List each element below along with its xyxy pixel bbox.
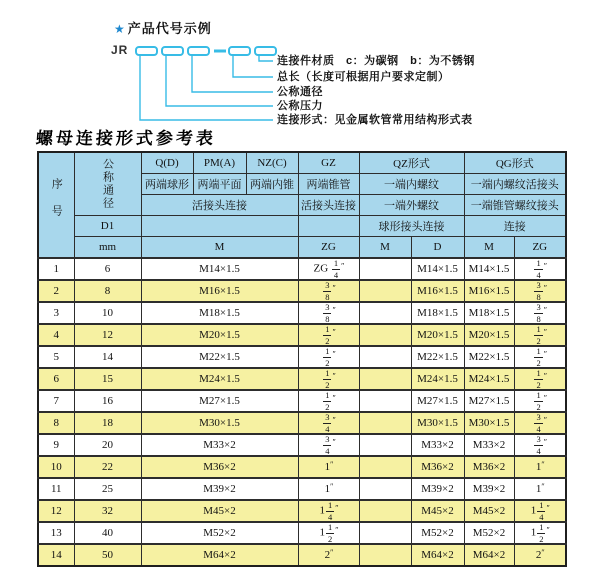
callout-label-pressure: 公称压力	[277, 100, 323, 112]
code-box-2	[162, 47, 183, 55]
table-cell: M30×1.5	[141, 412, 298, 434]
table-cell: M64×2	[411, 544, 464, 566]
table-cell	[359, 456, 411, 478]
table-cell: 7	[38, 390, 74, 412]
table-cell: M20×1.5	[141, 324, 298, 346]
code-box-1	[136, 47, 157, 55]
table-cell: 1 $\frac{1}{2}$ ″	[514, 522, 566, 544]
callout-label-diameter: 公称通径	[277, 86, 323, 98]
table-cell: M27×1.5	[464, 390, 514, 412]
header-qz-row4: 球形接头连接	[359, 216, 464, 237]
header-mm: mm	[74, 237, 141, 259]
table-cell: 3	[38, 302, 74, 324]
table-cell	[359, 302, 411, 324]
table-cell: 15	[74, 368, 141, 390]
table-cell: 32	[74, 500, 141, 522]
table-cell: 14	[74, 346, 141, 368]
table-cell	[359, 280, 411, 302]
table-cell	[359, 500, 411, 522]
header-nz: NZ(C)	[246, 152, 298, 174]
table-cell: 2″	[514, 544, 566, 566]
table-cell: 12	[38, 500, 74, 522]
table-cell: 6	[74, 258, 141, 280]
table-cell: M39×2	[411, 478, 464, 500]
callout-label-length: 总长（长度可根据用户要求定制）	[277, 71, 450, 83]
table-cell	[359, 522, 411, 544]
table-cell	[359, 390, 411, 412]
table-cell: 14	[38, 544, 74, 566]
header-m: M	[141, 237, 298, 259]
header-qg-zg: ZG	[514, 237, 566, 259]
header-q: Q(D)	[141, 152, 193, 174]
table-cell: 25	[74, 478, 141, 500]
header-pm-desc: 两端平面	[193, 174, 246, 195]
table-cell: M52×2	[411, 522, 464, 544]
table-cell: 13	[38, 522, 74, 544]
table-cell: 2″	[298, 544, 359, 566]
code-prefix: JR	[111, 43, 129, 57]
table-cell: M30×1.5	[464, 412, 514, 434]
table-row	[38, 302, 566, 324]
table-header	[38, 152, 566, 258]
code-box-4	[229, 47, 250, 55]
table-cell	[359, 478, 411, 500]
table-cell: 8	[74, 280, 141, 302]
table-cell: 1 $\frac{1}{4}$ ″	[298, 500, 359, 522]
table-cell: M24×1.5	[411, 368, 464, 390]
header-d1: D1	[74, 216, 141, 237]
table-row	[38, 280, 566, 302]
table-cell: $\frac{3}{4}$ ″	[298, 412, 359, 434]
header-qg-row4: 连接	[464, 216, 566, 237]
table-cell: 1″	[514, 456, 566, 478]
table-title: 螺母连接形式参考表	[35, 129, 217, 148]
table-cell: M30×1.5	[411, 412, 464, 434]
table-cell	[359, 434, 411, 456]
table-cell: $\frac{3}{8}$ ″	[298, 302, 359, 324]
table-row	[38, 324, 566, 346]
header-q-desc: 两端球形	[141, 174, 193, 195]
table-cell: M16×1.5	[411, 280, 464, 302]
table-cell: M45×2	[411, 500, 464, 522]
table-cell: $\frac{3}{8}$ ″	[298, 280, 359, 302]
table-cell: M33×2	[464, 434, 514, 456]
table-cell: $\frac{1}{2}$ ″	[298, 390, 359, 412]
table-cell: M24×1.5	[141, 368, 298, 390]
table-cell: M18×1.5	[141, 302, 298, 324]
table-row	[38, 412, 566, 434]
table-cell: 1 $\frac{1}{2}$ ″	[298, 522, 359, 544]
nut-connection-reference-table	[37, 151, 567, 567]
table-cell: M45×2	[141, 500, 298, 522]
header-zg: ZG	[298, 237, 359, 259]
table-row	[38, 522, 566, 544]
table-cell: M27×1.5	[141, 390, 298, 412]
table-cell: 9	[38, 434, 74, 456]
header-pm: PM(A)	[193, 152, 246, 174]
table-cell: M36×2	[464, 456, 514, 478]
table-cell: $\frac{1}{2}$ ″	[514, 324, 566, 346]
table-row	[38, 346, 566, 368]
table-cell: 22	[74, 456, 141, 478]
table-cell: 4	[38, 324, 74, 346]
table-cell: 2	[38, 280, 74, 302]
header-qg-m: M	[464, 237, 514, 259]
header-qz-row3: 一端外螺纹	[359, 195, 464, 216]
table-cell: M20×1.5	[411, 324, 464, 346]
callout-label-material: 连接件材质 c：为碳钢 b：为不锈钢	[277, 55, 475, 67]
table-row	[38, 500, 566, 522]
table-row	[38, 456, 566, 478]
table-body	[38, 258, 566, 566]
header-gz: GZ	[298, 152, 359, 174]
table-cell: 50	[74, 544, 141, 566]
table-cell: M52×2	[464, 522, 514, 544]
table-cell	[359, 368, 411, 390]
table-cell: 8	[38, 412, 74, 434]
callout-line-4	[166, 55, 273, 106]
header-qz-m: M	[359, 237, 411, 259]
table-cell: M14×1.5	[411, 258, 464, 280]
table-cell: $\frac{1}{2}$ ″	[514, 368, 566, 390]
table-cell: M18×1.5	[464, 302, 514, 324]
table-cell: M64×2	[464, 544, 514, 566]
table-cell: 1	[38, 258, 74, 280]
diagram-heading-text: 产品代号示例	[127, 21, 212, 36]
table-cell: $\frac{3}{8}$ ″	[514, 302, 566, 324]
table-cell: M33×2	[411, 434, 464, 456]
header-qg-row2: 一端内螺纹活接头	[464, 174, 566, 195]
header-seq: 序号	[38, 152, 74, 258]
header-empty-m	[141, 216, 298, 237]
header-nz-desc: 两端内锥	[246, 174, 298, 195]
table-cell: M24×1.5	[464, 368, 514, 390]
table-cell: 1 $\frac{1}{4}$ ″	[514, 500, 566, 522]
table-cell: $\frac{1}{2}$ ″	[298, 346, 359, 368]
code-box-5	[255, 47, 276, 55]
header-dn: 公称通径	[74, 152, 141, 216]
header-union-conn: 活接头连接	[141, 195, 298, 216]
table-cell: 1″	[514, 478, 566, 500]
table-cell: M36×2	[141, 456, 298, 478]
table-cell: $\frac{1}{2}$ ″	[514, 346, 566, 368]
callout-line-2	[233, 55, 273, 77]
star-icon: ★	[114, 22, 126, 36]
table-cell: M33×2	[141, 434, 298, 456]
table-cell	[359, 544, 411, 566]
table-cell: 5	[38, 346, 74, 368]
header-gz-desc: 两端锥管	[298, 174, 359, 195]
callout-line-5	[140, 55, 273, 120]
table-cell: 6	[38, 368, 74, 390]
table-cell: $\frac{3}{4}$ ″	[514, 412, 566, 434]
table-cell: $\frac{3}{4}$ ″	[514, 434, 566, 456]
callout-label-conn-type: 连接形式：见金属软管常用结构形式表	[277, 114, 473, 126]
header-qz-d: D	[411, 237, 464, 259]
table-cell: $\frac{3}{4}$ ″	[298, 434, 359, 456]
table-cell: M39×2	[141, 478, 298, 500]
table-cell: M20×1.5	[464, 324, 514, 346]
table-cell: $\frac{1}{2}$ ″	[298, 368, 359, 390]
table-row	[38, 478, 566, 500]
header-gz-conn: 活接头连接	[298, 195, 359, 216]
table-cell: 18	[74, 412, 141, 434]
header-qz: QZ形式	[359, 152, 464, 174]
table-cell	[359, 412, 411, 434]
table-row	[38, 434, 566, 456]
table-cell: 1″	[298, 478, 359, 500]
table-cell: M16×1.5	[464, 280, 514, 302]
table-cell: M39×2	[464, 478, 514, 500]
table-cell	[359, 258, 411, 280]
table-cell: 10	[38, 456, 74, 478]
table-cell: 12	[74, 324, 141, 346]
table-cell	[359, 346, 411, 368]
table-row	[38, 544, 566, 566]
table-cell: M22×1.5	[464, 346, 514, 368]
table-cell: 16	[74, 390, 141, 412]
table-cell: 1″	[298, 456, 359, 478]
code-box-3	[188, 47, 209, 55]
table-cell: M18×1.5	[411, 302, 464, 324]
table-cell: 20	[74, 434, 141, 456]
header-empty-gz	[298, 216, 359, 237]
table-cell: 40	[74, 522, 141, 544]
table-cell: M16×1.5	[141, 280, 298, 302]
header-qz-row2: 一端内螺纹	[359, 174, 464, 195]
header-qg-row3: 一端锥管螺纹接头	[464, 195, 566, 216]
table-cell: M64×2	[141, 544, 298, 566]
table-row	[38, 368, 566, 390]
table-cell: $\frac{1}{2}$ ″	[514, 390, 566, 412]
table-cell: M14×1.5	[464, 258, 514, 280]
table-cell: M22×1.5	[411, 346, 464, 368]
table-cell: $\frac{1}{2}$ ″	[298, 324, 359, 346]
diagram-heading	[114, 18, 212, 37]
table-cell: M52×2	[141, 522, 298, 544]
table-row	[38, 390, 566, 412]
table-cell: $\frac{3}{8}$ ″	[514, 280, 566, 302]
table-cell: ZG $\frac{1}{4}$ ″	[298, 258, 359, 280]
table-cell: 11	[38, 478, 74, 500]
table-cell: M36×2	[411, 456, 464, 478]
table-cell: M14×1.5	[141, 258, 298, 280]
table-row	[38, 258, 566, 280]
table-cell: M27×1.5	[411, 390, 464, 412]
table-cell	[359, 324, 411, 346]
table-cell: 10	[74, 302, 141, 324]
header-qg: QG形式	[464, 152, 566, 174]
table-cell: M45×2	[464, 500, 514, 522]
table-cell: $\frac{1}{4}$ ″	[514, 258, 566, 280]
table-cell: M22×1.5	[141, 346, 298, 368]
